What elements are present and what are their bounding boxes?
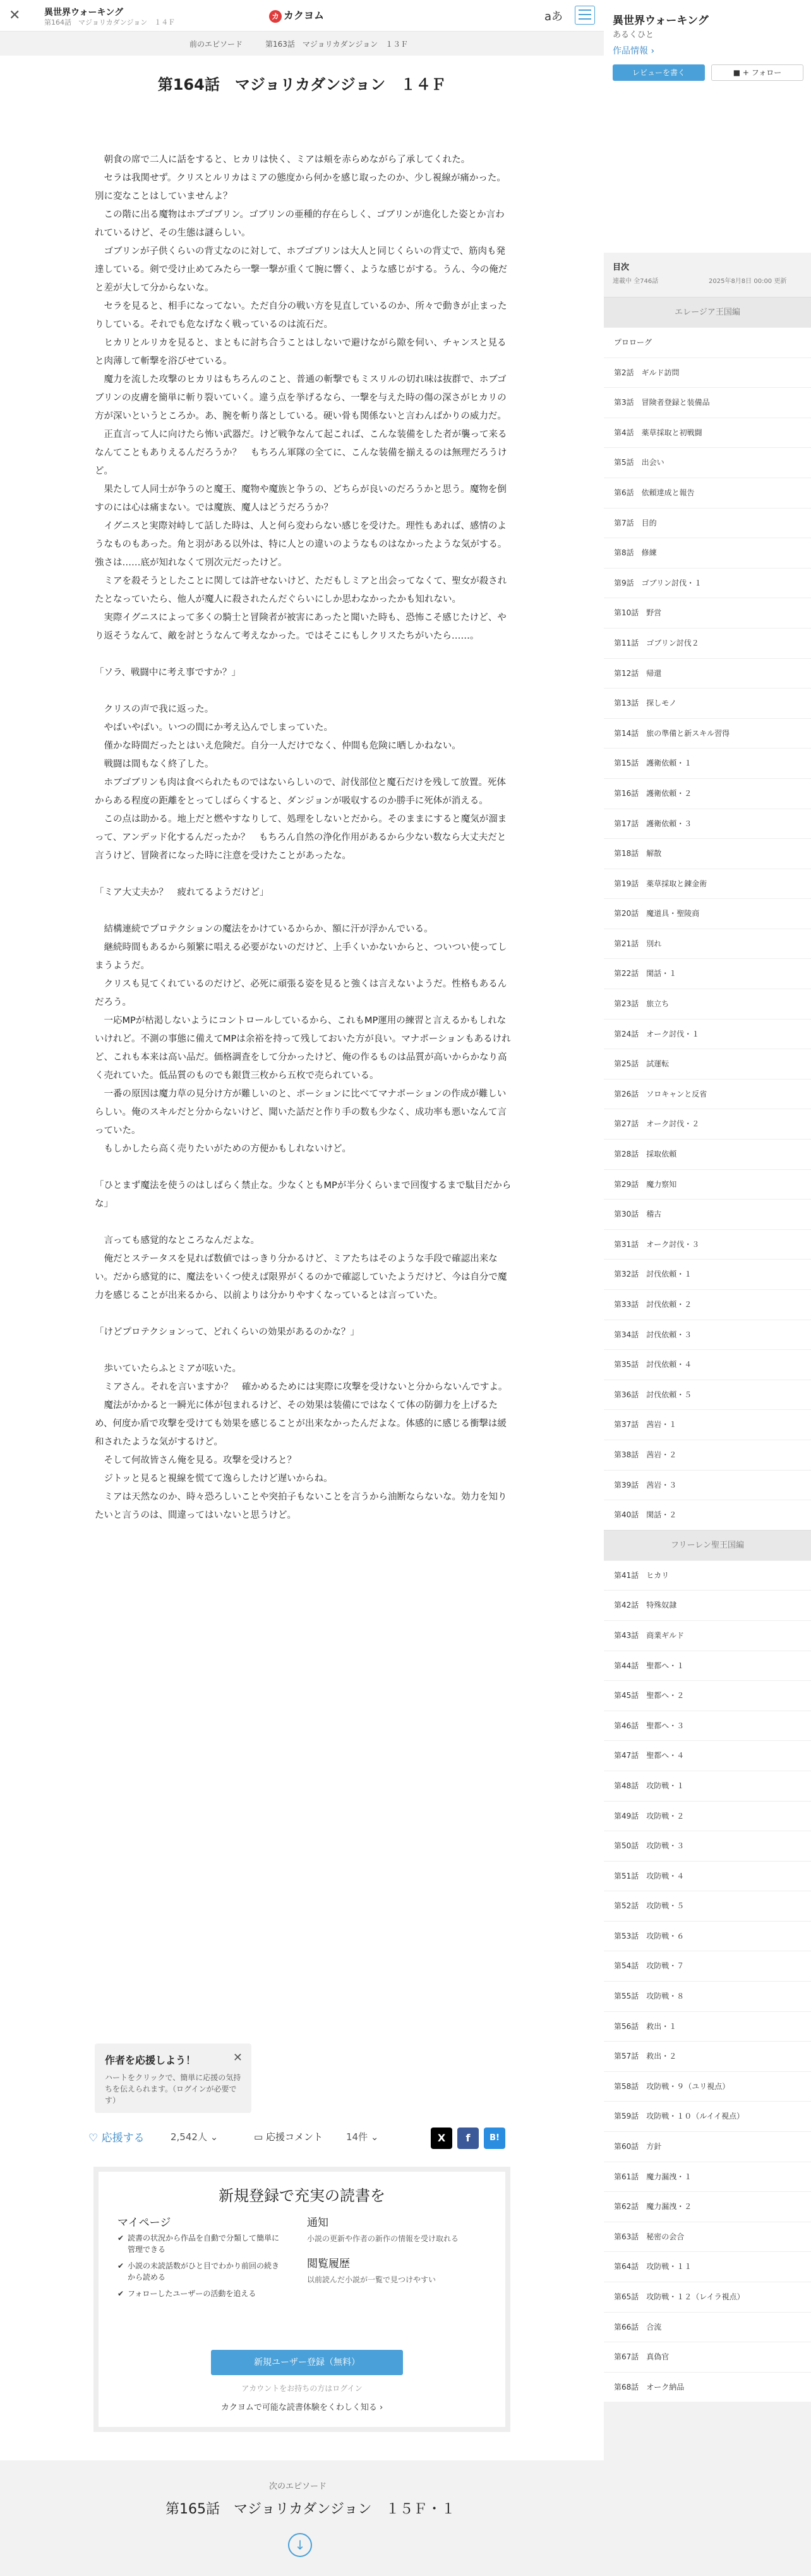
feature-item: ✔ 読書の状況から作品を自動で分類して簡単に管理できる bbox=[117, 2232, 282, 2255]
comment-count[interactable]: 14件 ⌄ bbox=[346, 2131, 379, 2143]
history-heading: 閲覧履歴 bbox=[307, 2258, 350, 2270]
register-title: 新規登録で充実の読書を bbox=[219, 2187, 385, 2205]
toc-episode-link[interactable]: 第38話 茜岩・２ bbox=[604, 1440, 811, 1470]
support-title: 作者を応援しよう！ bbox=[105, 2054, 196, 2066]
body-paragraph: やばいやばい。いつの間にか考え込んでしまっていた。 bbox=[95, 723, 333, 733]
write-review-button[interactable]: レビューを書く bbox=[613, 64, 705, 81]
table-of-contents bbox=[604, 297, 811, 2402]
toc-episode-link[interactable]: 第2話 ギルド訪問 bbox=[604, 358, 811, 388]
body-paragraph: 魔力を流した攻撃のヒカリはもちろんのこと、普通の斬撃でもミスリルの切れ味は抜群で、ホブゴブリンの皮膚を簡単に斬り裂いていく。違う点を挙げるなら、一撃を与えた時の傷の深さがヒカリの方が深いというところか。あ、腕を斬り落としている。硬い骨も関係ないと言わんばかりの威力だ。 bbox=[95, 375, 507, 421]
toc-episode-link[interactable]: 第62話 魔力漏洩・２ bbox=[604, 2191, 811, 2222]
cheer-count[interactable]: 2,542人 ⌄ bbox=[171, 2131, 219, 2143]
body-paragraph: 朝食の席で二人に話をすると、ヒカリは快く、ミアは頬を赤らめながら了承してくれた。 bbox=[95, 155, 471, 165]
next-episode-title[interactable]: 第165話 マジョリカダンジョン １５Ｆ・１ bbox=[165, 2501, 455, 2517]
toc-episode-link[interactable]: 第58話 攻防戦・９（ユリ視点） bbox=[604, 2071, 811, 2102]
login-link[interactable]: アカウントをお持ちの方はログイン bbox=[241, 2384, 363, 2393]
arrow-down-icon[interactable]: ↓ bbox=[288, 2533, 312, 2557]
prev-episode-link[interactable]: 前のエピソード bbox=[189, 40, 243, 49]
toc-episode-link[interactable]: 第54話 攻防戦・７ bbox=[604, 1951, 811, 1981]
register-right bbox=[307, 2213, 490, 2296]
toc-episode-link[interactable]: 第34話 討伐依頼・３ bbox=[604, 1320, 811, 1350]
comment-button[interactable]: ▭ 応援コメント bbox=[254, 2131, 323, 2143]
body-paragraph: この点は助かる。地上だと燃やすなりして、処理をしないとだから。そのままにすると魔気が溜まって、アンデッド化するんだったか？ もちろん自然の浄化作用があるから少ない数なら大丈夫だと言うけど、冒険者になった時に注意を受けたことがあったな。 bbox=[95, 814, 507, 861]
body-paragraph: ゴブリンが子供くらいの背丈なのに対して、ホブゴブリンは大人と同じくらいの背丈で、筋肉も発達している。剣で受け止めてみたら一撃一撃が重くて腕に響く、ような感じがする。うん、今の俺だと差が大して分からないな。 bbox=[95, 246, 508, 293]
toc-episode-link[interactable]: 第48話 攻防戦・１ bbox=[604, 1771, 811, 1801]
toc-episode-link[interactable]: 第32話 討伐依頼・１ bbox=[604, 1259, 811, 1289]
sidebar-work-title[interactable]: 異世界ウォーキング bbox=[613, 15, 709, 27]
toc-episode-link[interactable]: 第59話 攻防戦・１０（ルイイ視点） bbox=[604, 2101, 811, 2131]
hatena-bookmark-icon[interactable]: B! bbox=[484, 2128, 505, 2149]
toc-episode-link[interactable]: 第55話 攻防戦・８ bbox=[604, 1981, 811, 2011]
body-paragraph: 「ひとまず魔法を使うのはしばらく禁止な。少なくともMPが半分くらいまで回復するまで駄目だからな」 bbox=[95, 1181, 512, 1209]
toc-episode-link[interactable]: 第20話 魔道具・聖陵商 bbox=[604, 898, 811, 929]
toc-episode-link[interactable]: 第31話 オーク討伐・３ bbox=[604, 1229, 811, 1260]
body-paragraph: ホブゴブリンも肉は食べられたものではないらしいので、討伐部位と魔石だけを残して放置。死体からある程度の距離をとってしばらくすると、ダンジョンが吸収するのか勝手に死体が消える。 bbox=[95, 778, 506, 806]
logo-mark-icon: カ bbox=[269, 10, 282, 23]
body-paragraph: この階に出る魔物はホブゴブリン。ゴブリンの亜種的存在らしく、ゴブリンが進化した姿とか言われているけど、その生態は謎らしい。 bbox=[95, 210, 505, 238]
logo-text: カクヨム bbox=[284, 9, 325, 21]
next-episode-label: 次のエピソード bbox=[269, 2482, 327, 2491]
toc-section-heading[interactable]: フリーレン聖王国編 bbox=[604, 1530, 811, 1560]
toc-episode-link[interactable]: 第51話 攻防戦・４ bbox=[604, 1861, 811, 1891]
episode-nav-bar bbox=[0, 32, 604, 56]
toc-episode-link[interactable]: 第13話 探しモノ bbox=[604, 688, 811, 718]
toc-episode-link[interactable]: 第17話 護衛依頼・３ bbox=[604, 809, 811, 839]
toc-episode-link[interactable]: 第53話 攻防戦・６ bbox=[604, 1921, 811, 1951]
body-paragraph: 言っても感覚的なところなんだよな。 bbox=[95, 1236, 260, 1246]
body-paragraph: 果たして人同士が争うのと魔王、魔物や魔族と争うの、どちらが良いのだろうかと思う。魔物を倒すのには心は痛まない。では魔族、魔人はどうだろうか？ bbox=[95, 485, 507, 513]
toc-episode-link[interactable]: 第46話 聖都へ・３ bbox=[604, 1711, 811, 1741]
toc-episode-link[interactable]: 第43話 商業ギルド bbox=[604, 1620, 811, 1651]
action-bar bbox=[88, 2124, 512, 2149]
body-paragraph: 俺だとステータスを見れば数値ではっきり分かるけど、ミアたちはそのような手段で確認出来ない。だから感覚的に、魔法をいくつ使えば限界がくるのかで確認していたようだけど、今は自分で魔力を感じることが出来るから、以前よりは分かりやすくなっているとは言っていた。 bbox=[95, 1254, 507, 1301]
toc-episode-link[interactable]: 第6話 依頼達成と報告 bbox=[604, 478, 811, 508]
toc-episode-link[interactable]: 第67話 真偽官 bbox=[604, 2342, 811, 2372]
facebook-share-icon[interactable]: f bbox=[457, 2128, 479, 2149]
toc-episode-link[interactable]: 第18話 解散 bbox=[604, 838, 811, 869]
prev-episode-title[interactable]: 第163話 マジョリカダンジョン １３Ｆ bbox=[265, 40, 409, 49]
support-description: ハートをクリックで、簡単に応援の気持ちを伝えられます。（ログインが必要です） bbox=[105, 2073, 241, 2105]
mypage-heading: マイページ bbox=[117, 2217, 171, 2229]
toc-episode-link[interactable]: 第9話 ゴブリン討伐・１ bbox=[604, 568, 811, 598]
body-paragraph: 実際イグニスによって多くの騎士と冒険者が被害にあったと聞いた時も、恐怖こそ感じたけど、やり返そうなんて、敵を討とうなんて考えなかった。ではそこにもしクリスたちがいたら……。 bbox=[95, 613, 507, 641]
toc-episode-link[interactable]: 第11話 ゴブリン討伐２ bbox=[604, 628, 811, 658]
toc-episode-link[interactable]: 第63話 秘密の会合 bbox=[604, 2222, 811, 2252]
toc-episode-link[interactable]: 第12話 帰還 bbox=[604, 658, 811, 689]
close-icon[interactable]: ✕ bbox=[9, 8, 21, 23]
toc-episode-link[interactable]: 第68話 オーク納品 bbox=[604, 2372, 811, 2402]
toc-episode-link[interactable]: 第39話 茜岩・３ bbox=[604, 1470, 811, 1500]
notification-desc: 小説の更新や作者の新作の情報を受け取れる bbox=[307, 2234, 459, 2243]
toc-episode-link[interactable]: 第15話 護衛依頼・１ bbox=[604, 748, 811, 778]
body-paragraph: 正直言って人に向けたら怖い武器だ。けど戦争なんて起これば、こんな装備をした者が襲って来るなんてこともありえるんだろうか？ もちろん軍隊の全てに、こんな装備を揃えるのは無理だろうけど。 bbox=[95, 430, 507, 476]
body-paragraph bbox=[95, 1159, 512, 1177]
body-paragraph: 一応MPが枯渇しないようにコントロールしているから、これもMP運用の練習と言えるかもしれないけれど。不測の事態に備えてMPは余裕を持って残しておいた方が良い。マナポーションもあるけれど、これも本来は高い品だ。価格調査をして分かったけど、俺の作るものは品質が高いからかなり高く売れていた。低品質のものでも銀貨三枚から五枚で売られている。 bbox=[95, 1016, 511, 1081]
toc-episode-link[interactable]: 第40話 閑話・２ bbox=[604, 1500, 811, 1530]
toc-episode-link[interactable]: 第65話 攻防戦・１２（レイラ視点） bbox=[604, 2282, 811, 2312]
body-paragraph: 魔法がかかると一瞬光に体が包まれるけど、その効果は装備にではなくて体の防御力を上げるため、何度か盾で攻撃を受けても効果を感じることが出来なかったんだよな。体感的に感じる衝撃は緩和されたような気がするけど。 bbox=[95, 1400, 507, 1447]
body-paragraph: ジトッと見ると視線を慌てて逸らしたけど遅いからね。 bbox=[95, 1474, 333, 1484]
toc-episode-link[interactable]: 第44話 聖都へ・１ bbox=[604, 1651, 811, 1681]
cheer-button[interactable]: ♡ 応援する bbox=[88, 2132, 145, 2145]
work-info-link[interactable]: 作品情報 › bbox=[613, 46, 655, 56]
learn-more-link[interactable]: カクヨムで可能な読書体験をくわしく知る › bbox=[220, 2403, 383, 2412]
body-paragraph: 「けどプロテクションって、どれくらいの効果があるのかな？」 bbox=[95, 1327, 359, 1337]
sidebar-author[interactable]: あるくひと bbox=[613, 30, 654, 40]
sidebar bbox=[604, 0, 811, 2576]
feature-item: ✔ 小説の未読話数がひと目でわかり前回の続きから読める bbox=[117, 2260, 282, 2283]
menu-icon[interactable] bbox=[575, 6, 595, 25]
toc-episode-link[interactable]: 第47話 聖都へ・４ bbox=[604, 1740, 811, 1771]
kakuyomu-logo[interactable] bbox=[269, 8, 324, 23]
body-paragraph: 「ミア大丈夫か？ 疲れてるようだけど」 bbox=[95, 888, 269, 898]
toc-episode-link[interactable]: 第26話 ソロキャンと反省 bbox=[604, 1079, 811, 1109]
toc-episode-link[interactable]: 第24話 オーク討伐・１ bbox=[604, 1019, 811, 1049]
episode-body bbox=[95, 133, 512, 1525]
toc-episode-link[interactable]: 第64話 攻防戦・１１ bbox=[604, 2251, 811, 2282]
body-paragraph: 一番の原因は魔力草の見分け方が難しいのと、ポーションに比べてマナポーションの作成が難しいらしい。俺のスキルだと分からないけど、聞いた話だと作り手の数も少なく、成功率も悪いなんて言っていた。 bbox=[95, 1089, 507, 1136]
follow-button[interactable]: ■ + フォロー bbox=[711, 64, 803, 81]
body-paragraph bbox=[95, 682, 512, 701]
toc-heading: 目次 bbox=[613, 263, 630, 272]
toc-updated: 2025年8月8日 00:00 更新 bbox=[709, 278, 787, 285]
toc-status: 連載中 全746話 bbox=[613, 278, 659, 285]
toc-episode-link[interactable]: 第50話 攻防戦・３ bbox=[604, 1831, 811, 1861]
body-paragraph: 継続時間もあるから頻繁に唱える必要がないのだけど、上手くいかないからと、ついつい使ってしまうようだ。 bbox=[95, 942, 507, 971]
episode-title: 第164話 マジョリカダンジョン １４Ｆ bbox=[157, 76, 447, 93]
body-paragraph: 戦闘は間もなく終了した。 bbox=[95, 759, 214, 769]
body-paragraph: ヒカリとルリカを見ると、まともに討ち合うことはしないで避けながら隙を伺い、チャンスと見ると肉薄して斬撃を浴びせている。 bbox=[95, 338, 507, 366]
body-paragraph: ミアさん。それを言いますか？ 確かめるためには実際に攻撃を受けないと分からないんですよ。 bbox=[95, 1382, 508, 1392]
body-paragraph: 僅かな時間だったとはいえ危険だ。自分一人だけでなく、仲間も危険に晒しかねない。 bbox=[95, 741, 461, 751]
body-paragraph: クリスも見てくれているのだけど、必死に頑張る姿を見ると強くは言えないようだ。性格もあるんだろう。 bbox=[95, 979, 507, 1008]
toc-episode-link[interactable]: 第41話 ヒカリ bbox=[604, 1560, 811, 1591]
toc-section-heading[interactable]: エレージア王国編 bbox=[604, 297, 811, 327]
toc-episode-link[interactable]: 第57話 救出・２ bbox=[604, 2041, 811, 2071]
current-episode-label: 第164話 マジョリカダンジョン １４Ｆ bbox=[44, 18, 176, 27]
sidebar-header bbox=[604, 0, 811, 253]
toc-episode-link[interactable]: 第49話 攻防戦・２ bbox=[604, 1801, 811, 1831]
toc-episode-link[interactable]: 第27話 オーク討伐・２ bbox=[604, 1109, 811, 1139]
toc-episode-link[interactable]: 第10話 野営 bbox=[604, 598, 811, 628]
body-paragraph bbox=[95, 1213, 512, 1232]
toc-episode-link[interactable]: 第3話 冒険者登録と装備品 bbox=[604, 387, 811, 418]
toc-episode-link[interactable]: 第33話 討伐依頼・２ bbox=[604, 1289, 811, 1320]
body-paragraph: セラは我関せず。クリスとルリカはミアの態度から何かを感じ取ったのか、少し視線が痛かった。別に変なことはしていませんよ？ bbox=[95, 173, 506, 202]
toc-episode-link[interactable]: 第23話 旅立ち bbox=[604, 989, 811, 1019]
toc-episode-link[interactable]: 第66話 合流 bbox=[604, 2312, 811, 2342]
toc-episode-link[interactable]: 第37話 茜岩・１ bbox=[604, 1409, 811, 1440]
toc-episode-link[interactable]: 第14話 旅の準備と新スキル習得 bbox=[604, 718, 811, 749]
toc-episode-link[interactable]: 第22話 閑話・１ bbox=[604, 958, 811, 989]
register-box bbox=[93, 2167, 510, 2432]
toc-episode-link[interactable]: 第52話 攻防戦・５ bbox=[604, 1891, 811, 1921]
body-paragraph: クリスの声で我に返った。 bbox=[95, 704, 214, 714]
register-button[interactable]: 新規ユーザー登録（無料） bbox=[211, 2350, 403, 2375]
toc-episode-link[interactable]: 第25話 試運転 bbox=[604, 1049, 811, 1079]
toc-episode-link[interactable]: 第35話 討伐依頼・４ bbox=[604, 1349, 811, 1380]
toc-episode-link[interactable]: 第8話 修練 bbox=[604, 538, 811, 568]
toc-episode-link[interactable]: 第36話 討伐依頼・５ bbox=[604, 1380, 811, 1410]
body-paragraph bbox=[95, 1305, 512, 1323]
support-box bbox=[95, 2043, 251, 2113]
toc-episode-link[interactable]: 第19話 薬草採取と錬金術 bbox=[604, 869, 811, 899]
toc-episode-link[interactable]: 第45話 聖都へ・２ bbox=[604, 1680, 811, 1711]
body-paragraph bbox=[95, 902, 512, 920]
body-paragraph: ミアを殺そうとしたことに関しては許せないけど、ただもしミアと出会ってなくて、聖女が殺されたとなっていたら、他人が魔人に殺されたんだぐらいにしか思わなかったかも知れない。 bbox=[95, 576, 507, 605]
toc-episode-link[interactable]: 第21話 別れ bbox=[604, 929, 811, 959]
body-paragraph bbox=[95, 1342, 512, 1360]
toc-episode-link[interactable]: 第30話 稽古 bbox=[604, 1199, 811, 1229]
toc-episode-link[interactable]: 第60話 方針 bbox=[604, 2131, 811, 2162]
close-icon[interactable]: ✕ bbox=[232, 2051, 243, 2064]
toc-episode-link[interactable]: 第16話 護衛依頼・２ bbox=[604, 778, 811, 809]
body-paragraph: 歩いていたらふとミアが呟いた。 bbox=[95, 1364, 241, 1374]
notification-heading: 通知 bbox=[307, 2217, 328, 2229]
body-paragraph bbox=[95, 646, 512, 664]
next-episode-bar[interactable] bbox=[0, 2460, 604, 2576]
body-paragraph: そして何故皆さん俺を見る。攻撃を受けろと？ bbox=[95, 1455, 296, 1466]
history-desc: 以前読んだ小説が一覧で見つけやすい bbox=[307, 2275, 436, 2284]
toc-episode-link[interactable]: 第61話 魔力漏洩・１ bbox=[604, 2162, 811, 2192]
body-paragraph: セラを見ると、相手になってない。ただ自分の戦い方を見直しているのか、所々で動きが止まったりしている。それでも危なげなく戦っているのは流石だ。 bbox=[95, 301, 507, 330]
body-paragraph bbox=[95, 865, 512, 884]
toc-episode-link[interactable]: 第29話 魔力察知 bbox=[604, 1169, 811, 1200]
body-paragraph: 結構連続でプロテクションの魔法をかけているからか、額に汗が浮かんでいる。 bbox=[95, 924, 433, 934]
body-paragraph bbox=[95, 133, 512, 151]
toc-episode-link[interactable]: プロローグ bbox=[604, 327, 811, 358]
work-title-link[interactable]: 異世界ウォーキング bbox=[44, 8, 124, 18]
toc-episode-link[interactable]: 第5話 出会い bbox=[604, 447, 811, 478]
toc-episode-link[interactable]: 第4話 薬草採取と初戦闘 bbox=[604, 418, 811, 448]
font-size-button[interactable]: aあ bbox=[544, 10, 563, 23]
body-paragraph: ミアは天然なのか、時々恐ろしいことや突拍子もないことを言うから油断ならないな。効力を知りたいと言うのは、間違ってはいないと思うけど。 bbox=[95, 1492, 507, 1520]
toc-episode-link[interactable]: 第42話 特殊奴隷 bbox=[604, 1590, 811, 1620]
feature-item: ✔ フォローしたユーザーの活動を追える bbox=[117, 2288, 282, 2299]
toc-episode-link[interactable]: 第56話 救出・１ bbox=[604, 2011, 811, 2042]
top-bar bbox=[0, 0, 604, 32]
toc-episode-link[interactable]: 第28話 採取依頼 bbox=[604, 1139, 811, 1169]
body-paragraph: イグニスと実際対峙して話した時は、人と何ら変わらない感じを受けた。理性もあれば、感情のようなものもあった。角と羽がある以外は、特に人との違いのようなものはなかったような気がする。強さは……底が知れなくて別次元だったけど。 bbox=[95, 521, 507, 568]
body-paragraph: もしかしたら高く売りたいがための方便かもしれないけど。 bbox=[95, 1144, 351, 1154]
x-share-icon[interactable]: X bbox=[431, 2128, 452, 2149]
toc-episode-link[interactable]: 第7話 目的 bbox=[604, 508, 811, 538]
body-paragraph: 「ソラ、戦闘中に考え事ですか？」 bbox=[95, 668, 241, 678]
